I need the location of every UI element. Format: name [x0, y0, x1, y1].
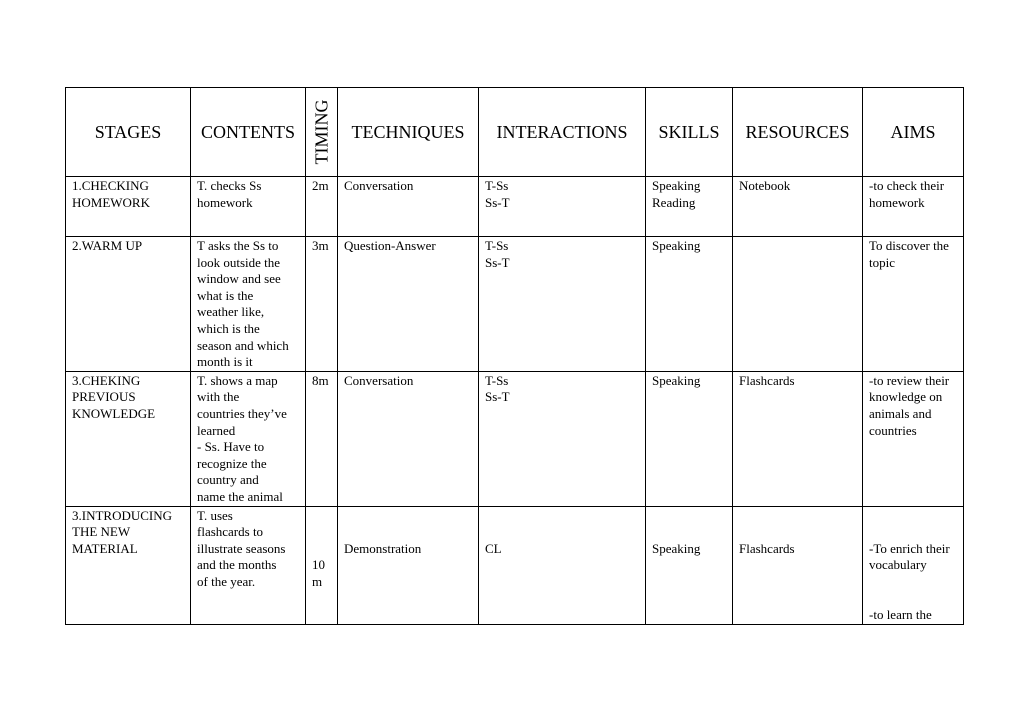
resource-text: Flashcards	[739, 372, 795, 388]
technique-cell	[338, 371, 479, 506]
stage-line: MATERIAL	[72, 540, 138, 556]
stage-line: 2.WARM UP	[72, 238, 143, 253]
stage-cell	[66, 506, 191, 624]
stage-cell	[66, 237, 191, 372]
contents-cell	[191, 506, 306, 624]
resource-text: Flashcards	[739, 540, 795, 556]
skill-line: Speaking	[652, 540, 701, 556]
contents-line: what is the	[197, 287, 254, 303]
header-timing	[306, 88, 338, 177]
timing-cell	[306, 237, 338, 372]
contents-line: of the year.	[197, 573, 256, 589]
resources-cell	[733, 371, 863, 506]
interaction-line: Ss-T	[485, 194, 510, 210]
contents-line: which is the	[197, 320, 260, 336]
header-interactions: INTERACTIONS	[479, 88, 646, 177]
timing-line: 3m	[312, 238, 329, 253]
header-aims: AIMS	[863, 88, 964, 177]
interaction-line: Ss-T	[485, 254, 510, 270]
stage-line: 1.CHECKING	[72, 178, 149, 193]
contents-line: weather like,	[197, 304, 265, 320]
contents-line: and the months	[197, 557, 277, 573]
stage-line: 3.INTRODUCING	[72, 507, 173, 523]
aims-cell	[863, 177, 964, 237]
table-row	[66, 237, 964, 372]
aim-line: topic	[869, 254, 895, 270]
interaction-line: CL	[485, 540, 502, 556]
technique-cell	[338, 506, 479, 624]
aim-line: -to learn the	[869, 607, 932, 623]
timing-cell	[306, 371, 338, 506]
aim-line: To discover the	[869, 238, 949, 253]
technique-cell	[338, 237, 479, 372]
contents-line: name the animal	[197, 488, 283, 504]
aims-cell	[863, 237, 964, 372]
stage-line: PREVIOUS	[72, 389, 136, 405]
timing-line: 8m	[312, 372, 329, 388]
header-skills: SKILLS	[646, 88, 733, 177]
contents-line: window and see	[197, 271, 281, 287]
header-techniques: TECHNIQUES	[338, 88, 479, 177]
header-row	[66, 88, 964, 177]
aim-line: countries	[869, 422, 917, 438]
technique-cell	[338, 177, 479, 237]
contents-line: T. uses	[197, 507, 233, 523]
interaction-line: Ss-T	[485, 389, 510, 405]
aim-line: animals and	[869, 405, 932, 421]
timing-cell	[306, 177, 338, 237]
interactions-cell	[479, 506, 646, 624]
interaction-line: T-Ss	[485, 238, 509, 253]
timing-line: 2m	[312, 178, 329, 193]
contents-line: month is it	[197, 354, 253, 370]
aims-cell	[863, 371, 964, 506]
contents-line: illustrate seasons	[197, 540, 286, 556]
contents-line: with the	[197, 389, 240, 405]
contents-cell	[191, 177, 306, 237]
skill-line: Reading	[652, 194, 696, 210]
skills-cell	[646, 177, 733, 237]
header-resources: RESOURCES	[733, 88, 863, 177]
contents-line: learned	[197, 422, 236, 438]
timing-line: m	[312, 573, 323, 589]
technique-text: Question-Answer	[344, 238, 436, 253]
contents-line: look outside the	[197, 254, 281, 270]
resources-cell	[733, 237, 863, 372]
header-timing-label: TIMING	[311, 99, 332, 165]
stage-line: THE NEW	[72, 524, 131, 540]
interactions-cell	[479, 371, 646, 506]
resources-cell	[733, 177, 863, 237]
skills-cell	[646, 506, 733, 624]
lesson-plan-table	[65, 87, 964, 625]
contents-line: flashcards to	[197, 524, 264, 540]
interaction-line: T-Ss	[485, 178, 509, 193]
contents-cell	[191, 237, 306, 372]
table-row	[66, 506, 964, 624]
technique-text: Conversation	[344, 372, 414, 388]
stage-line: HOMEWORK	[72, 194, 150, 210]
aims-cell	[863, 506, 964, 624]
technique-text: Demonstration	[344, 540, 422, 556]
aim-line: knowledge on	[869, 389, 943, 405]
resource-text: Notebook	[739, 178, 791, 193]
aim-line: -To enrich their	[869, 540, 950, 556]
skill-line: Speaking	[652, 372, 701, 388]
resources-cell	[733, 506, 863, 624]
stage-line: KNOWLEDGE	[72, 405, 156, 421]
table-row	[66, 177, 964, 237]
header-contents: CONTENTS	[191, 88, 306, 177]
skills-cell	[646, 371, 733, 506]
interactions-cell	[479, 177, 646, 237]
contents-line: season and which	[197, 337, 289, 353]
aim-line: -to review their	[869, 372, 950, 388]
contents-line: countries they’ve	[197, 405, 287, 421]
contents-line: country and	[197, 472, 259, 488]
header-stages: STAGES	[66, 88, 191, 177]
aim-line: homework	[869, 194, 925, 210]
contents-cell	[191, 371, 306, 506]
contents-line: recognize the	[197, 455, 267, 471]
table-row	[66, 371, 964, 506]
stage-cell	[66, 177, 191, 237]
interaction-line: T-Ss	[485, 372, 509, 388]
skills-cell	[646, 237, 733, 372]
skill-line: Speaking	[652, 238, 701, 253]
contents-line: - Ss. Have to	[197, 439, 265, 455]
timing-cell	[306, 506, 338, 624]
contents-line: homework	[197, 194, 253, 210]
technique-text: Conversation	[344, 178, 414, 193]
contents-line: T asks the Ss to	[197, 238, 279, 253]
stage-cell	[66, 371, 191, 506]
timing-line: 10	[312, 557, 325, 573]
interactions-cell	[479, 237, 646, 372]
skill-line: Speaking	[652, 178, 701, 193]
aim-line: -to check their	[869, 178, 945, 193]
aim-line: vocabulary	[869, 557, 927, 573]
contents-line: T. checks Ss	[197, 178, 262, 193]
stage-line: 3.CHEKING	[72, 372, 141, 388]
contents-line: T. shows a map	[197, 372, 278, 388]
